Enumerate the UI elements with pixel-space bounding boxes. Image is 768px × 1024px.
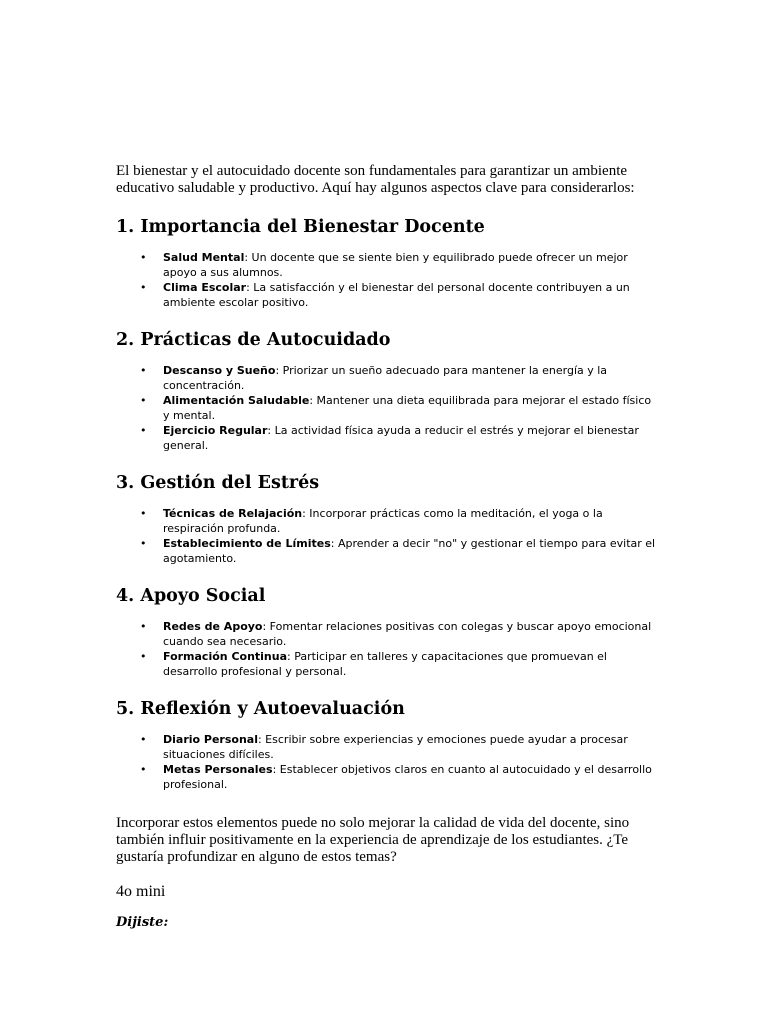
section-heading: 5. Reflexión y Autoevaluación (116, 699, 405, 719)
list-item (116, 363, 656, 393)
item-term: Diario Personal (163, 733, 258, 746)
item-term: Ejercicio Regular (163, 424, 268, 437)
item-text: : Fomentar relaciones positivas con colegas y buscar apoyo emocional cuando sea necesario. (163, 620, 652, 648)
section-4 (116, 585, 656, 679)
item-text: : Aprender a decir "no" y gestionar el tiempo para evitar el agotamiento. (163, 537, 656, 565)
item-term: Técnicas de Relajación (163, 507, 303, 520)
item-text: : Escribir sobre experiencias y emociones puede ayudar a procesar situaciones difíciles. (163, 733, 628, 761)
model-label: 4o mini (116, 883, 166, 900)
list-item (116, 506, 656, 536)
you-said-label: Dijiste: (116, 915, 169, 930)
list-item (116, 619, 656, 649)
bullet-icon: • (140, 507, 147, 520)
item-text: : Establecer objetivos claros en cuanto al autocuidado y el desarrollo profesional. (163, 763, 652, 791)
bullet-icon: • (140, 394, 147, 407)
item-term: Salud Mental (163, 251, 245, 264)
item-term: Clima Escolar (163, 281, 247, 294)
document-page (116, 163, 656, 930)
section-heading: 3. Gestión del Estrés (116, 473, 320, 493)
bullet-icon: • (140, 364, 147, 377)
item-term: Metas Personales (163, 763, 273, 776)
bullet-icon: • (140, 251, 147, 264)
section-2 (116, 329, 656, 453)
bullet-list (116, 363, 656, 453)
item-text: : Priorizar un sueño adecuado para mantener la energía y la concentración. (163, 364, 608, 392)
item-term: Formación Continua (163, 650, 288, 663)
item-text: : La actividad física ayuda a reducir el estrés y mejorar el bienestar general. (163, 424, 639, 452)
item-text: : Un docente que se siente bien y equilibrado puede ofrecer un mejor apoyo a sus alumnos. (163, 251, 628, 279)
item-term: Alimentación Saludable (163, 394, 310, 407)
list-item (116, 250, 656, 280)
bullet-icon: • (140, 763, 147, 776)
list-item (116, 280, 656, 310)
section-heading: 1. Importancia del Bienestar Docente (116, 217, 485, 237)
list-item (116, 732, 656, 762)
section-5 (116, 698, 656, 792)
section-heading: 2. Prácticas de Autocuidado (116, 330, 391, 350)
list-item (116, 762, 656, 792)
list-item (116, 393, 656, 423)
bullet-icon: • (140, 281, 147, 294)
list-item (116, 423, 656, 453)
item-text: : La satisfacción y el bienestar del personal docente contribuyen a un ambiente escolar positivo. (163, 281, 630, 309)
item-term: Redes de Apoyo (163, 620, 263, 633)
section-1 (116, 216, 656, 310)
item-term: Descanso y Sueño (163, 364, 276, 377)
bullet-icon: • (140, 537, 147, 550)
section-3 (116, 472, 656, 566)
item-text: : Mantener una dieta equilibrada para mejorar el estado físico y mental. (163, 394, 652, 422)
bullet-list (116, 619, 656, 679)
bullet-icon: • (140, 424, 147, 437)
bullet-icon: • (140, 620, 147, 633)
section-heading: 4. Apoyo Social (116, 586, 266, 606)
item-text: : Participar en talleres y capacitaciones que promuevan el desarrollo profesional y personal. (163, 650, 607, 678)
closing-paragraph: Incorporar estos elementos puede no solo mejorar la calidad de vida del docente, sino también influir positivamente en la experiencia de aprendizaje de los estudiantes. ¿Te gustaría profundizar en alguno de estos temas? (116, 815, 630, 865)
list-item (116, 536, 656, 566)
item-text: : Incorporar prácticas como la meditación, el yoga o la respiración profunda. (163, 507, 603, 535)
bullet-icon: • (140, 650, 147, 663)
bullet-list (116, 506, 656, 566)
bullet-list (116, 250, 656, 310)
bullet-icon: • (140, 733, 147, 746)
bullet-list (116, 732, 656, 792)
list-item (116, 649, 656, 679)
intro-paragraph: El bienestar y el autocuidado docente son fundamentales para garantizar un ambiente educativo saludable y productivo. Aquí hay algunos aspectos clave para considerarlos: (116, 163, 635, 196)
item-term: Establecimiento de Límites (163, 537, 331, 550)
